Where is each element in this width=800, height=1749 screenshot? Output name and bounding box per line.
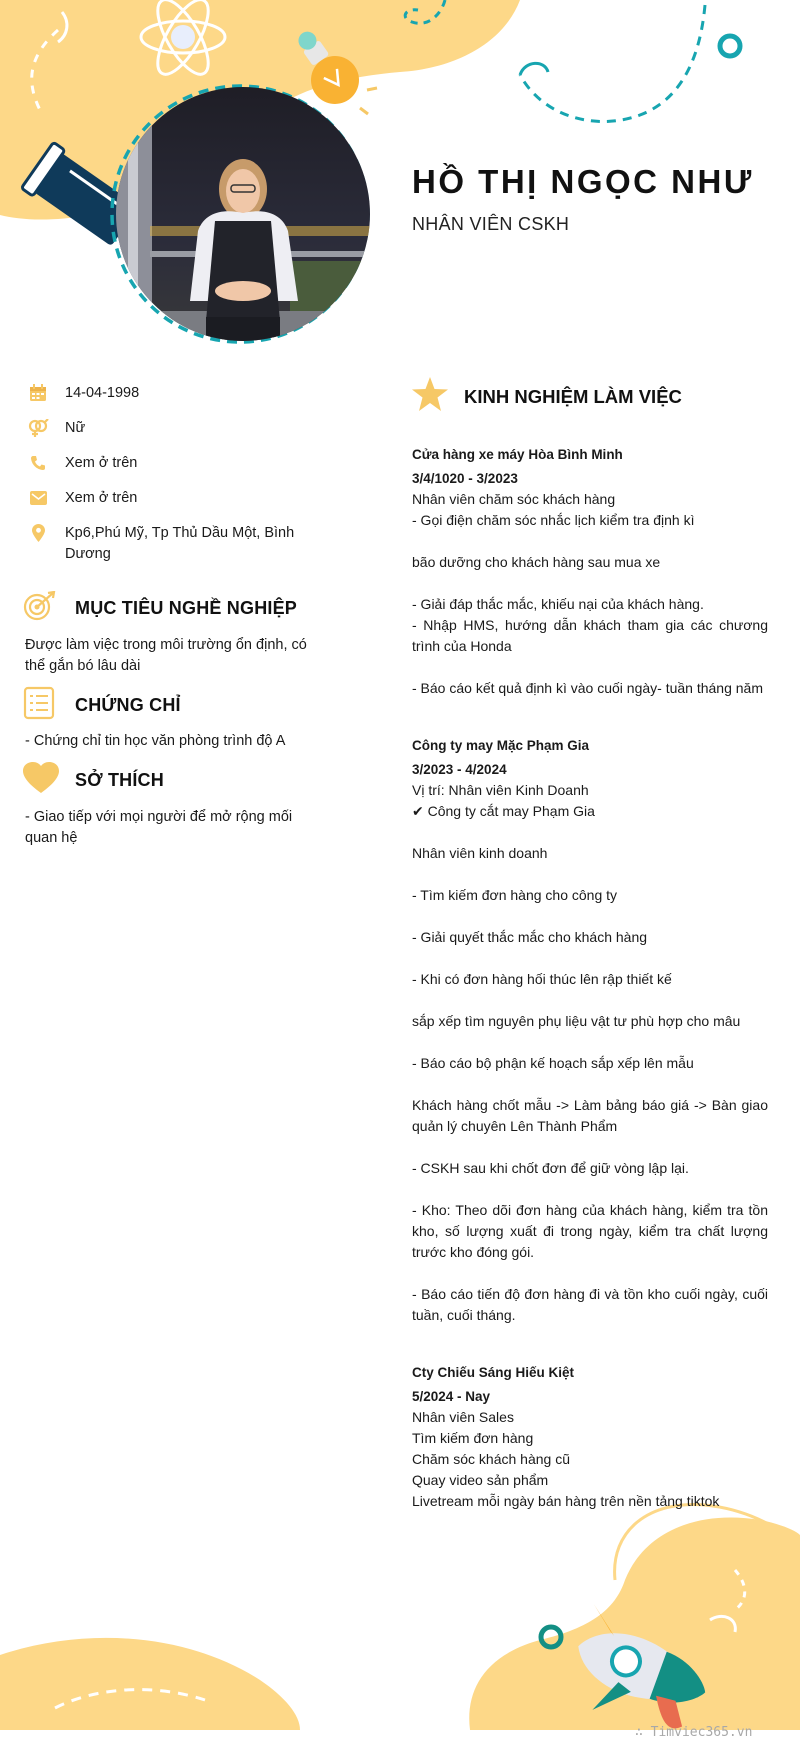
job-title: NHÂN VIÊN CSKH: [412, 214, 570, 234]
full-name: HỒ THỊ NGỌC NHƯ: [412, 163, 754, 200]
hobbies-text: - Giao tiếp với mọi người để mở rộng mối quan hệ: [25, 809, 293, 846]
job-company: Cty Chiếu Sáng Hiếu Kiệt: [412, 1365, 575, 1380]
gender-value: Nữ: [65, 420, 86, 436]
job-company: Công ty may Mặc Phạm Gia: [412, 738, 590, 753]
job-item: [412, 1362, 768, 1512]
objective-heading: [23, 591, 297, 626]
birthday-value: 14-04-1998: [65, 385, 140, 401]
contact-item-address: [26, 523, 326, 565]
objective-text: Được làm việc trong môi trường ổn định, có thể gắn bó lâu dài: [25, 637, 307, 674]
location-icon: [26, 523, 50, 543]
gender-icon: [26, 418, 50, 438]
target-icon: [23, 591, 75, 626]
email-icon: [26, 488, 50, 508]
job-period: 3/4/1020 - 3/2023: [412, 471, 518, 486]
job-description: Nhân viên chăm sóc khách hàng - Gọi điện chăm sóc nhắc lịch kiểm tra định kì bão dưỡng cho khách hàng sau mua xe - Giải đáp thắc mắc, khiếu nại của khách hàng. - Nhập HMS, hướng dẫn khách tham gia các chương trình của Honda - Báo cáo kết quả định kì vào cuối ngày- tuần tháng năm: [412, 491, 768, 696]
checklist-icon: [23, 686, 75, 725]
job-description: Vị trí: Nhân viên Kinh Doanh ✔ Công ty cắt may Phạm Gia Nhân viên kinh doanh - Tìm kiếm đơn hàng cho công ty - Giải quyết thắc mắc cho khách hàng - Khi có đơn hàng hối thúc lên rập thiết kế sắp xếp tìm nguyên phụ liệu vật tư phù hợp cho mâu - Báo cáo bộ phận kế hoạch sắp xếp lên mẫu Khách hàng chốt mẫu -> Làm bảng báo giá -> Bàn giao quản lý chuyên Lên Thành Phẩm - CSKH sau khi chốt đơn để giữ vòng lập lại. - Kho: Theo dõi đơn hàng của khách hàng, kiểm tra tồn kho, số lượng xuất đi trong ngày, kiểm tra chất lượng trước kho đóng gói. - Báo cáo tiến độ đơn hàng đi và tồn kho cuối ngày, cuối tuần, cuối tháng.: [412, 782, 768, 1323]
star-icon: [412, 377, 448, 416]
contact-item-gender: [26, 418, 326, 439]
contact-item-birthday: [26, 383, 326, 404]
job-item: [412, 735, 768, 1326]
heart-icon: [23, 762, 75, 799]
contact-item-phone: [26, 453, 326, 474]
job-item: [412, 444, 768, 699]
calendar-icon: [26, 383, 50, 403]
job-description: Nhân viên Sales Tìm kiếm đơn hàng Chăm sóc khách hàng cũ Quay video sản phẩm Livetream mỗi ngày bán hàng trên nền tảng tiktok: [412, 1409, 720, 1509]
objective-title: MỤC TIÊU NGHỀ NGHIỆP: [75, 598, 298, 618]
contact-list: [26, 383, 326, 579]
phone-value: Xem ở trên: [65, 455, 138, 471]
experience-title: KINH NGHIỆM LÀM VIỆC: [464, 385, 682, 407]
job-company: Cửa hàng xe máy Hòa Bình Minh: [412, 447, 623, 462]
hobbies-heading: [23, 762, 164, 799]
hobbies-title: SỞ THÍCH: [75, 770, 164, 790]
experience-heading: [412, 377, 682, 416]
certificates-heading: [23, 686, 181, 725]
certificates-title: CHỨNG CHỈ: [75, 695, 181, 715]
job-period: 5/2024 - Nay: [412, 1389, 491, 1404]
brand-watermark: ∴ Timviec365.vn: [635, 1725, 753, 1740]
email-value: Xem ở trên: [65, 490, 138, 506]
avatar: [110, 81, 376, 347]
address-value: Kp6,Phú Mỹ, Tp Thủ Dầu Một, Bình Dương: [65, 525, 295, 562]
experience-list: [412, 444, 768, 1533]
phone-icon: [26, 453, 50, 473]
certificates-text: - Chứng chỉ tin học văn phòng trình độ A: [25, 733, 286, 749]
job-period: 3/2023 - 4/2024: [412, 762, 507, 777]
contact-item-email: [26, 488, 326, 509]
